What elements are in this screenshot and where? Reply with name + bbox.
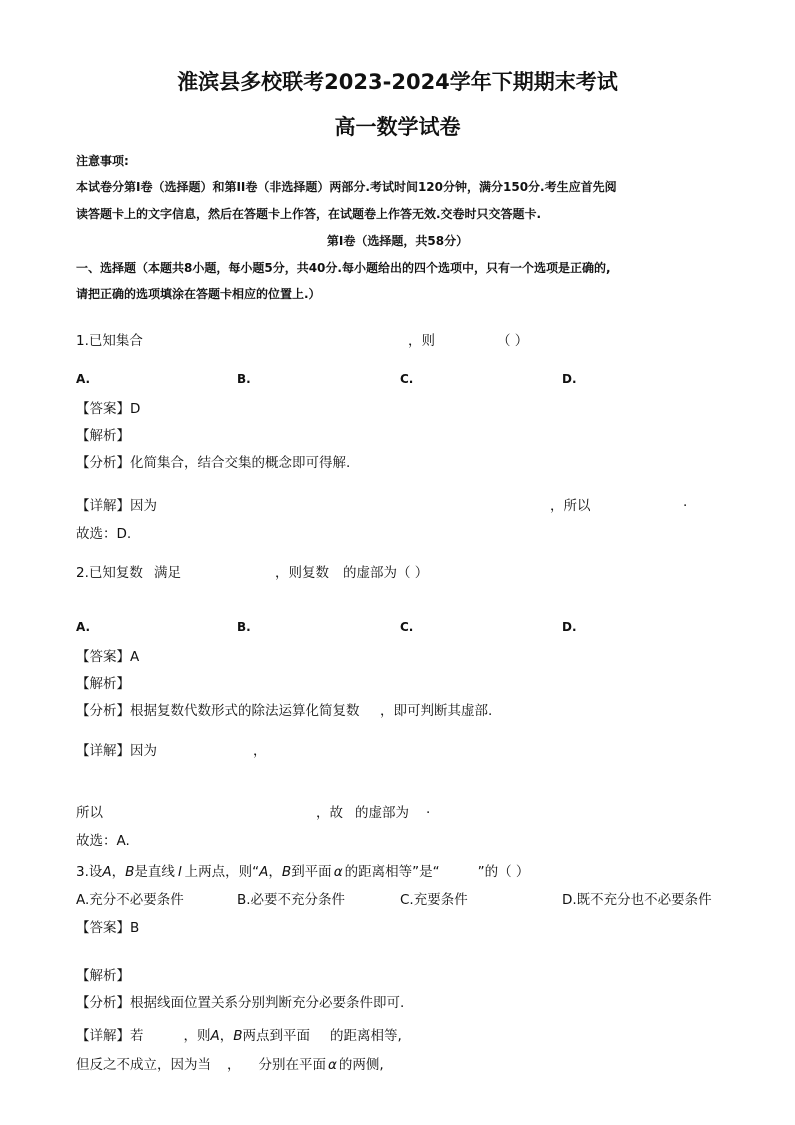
q3-analysis-label: 【解析】 — [76, 968, 130, 984]
q1-stem-then: ，则 — [408, 333, 435, 349]
section-instruction-2: 请把正确的选项填涂在答题卡相应的位置上.） — [76, 287, 321, 301]
q1-answer: 【答案】D — [76, 401, 141, 417]
q2-answer: 【答案】A — [76, 649, 140, 665]
q3-point-b-2: B — [281, 864, 292, 880]
q2-imag-part: 的虚部为 — [355, 805, 409, 821]
q3-detail-plane: 两点到平面 — [242, 1028, 311, 1044]
q3-stem-e: 的距离相等”是“ — [344, 864, 440, 880]
q3-detail-point-a: A — [210, 1028, 220, 1044]
q3-detail-if: 【详解】若 — [76, 1028, 144, 1044]
q3-comma-2: ， — [268, 864, 282, 880]
q3-plane-alpha: α — [333, 864, 343, 880]
q1-paren: （ ） — [497, 333, 529, 349]
q2-fenxi-b: ，即可判断其虚部. — [380, 703, 493, 719]
q3-stem-f: ”的（ ） — [477, 864, 530, 880]
q3-comma: ， — [111, 864, 126, 880]
q3-detail-then: ，则 — [183, 1028, 211, 1044]
q2-analysis-label: 【解析】 — [76, 676, 130, 692]
q3-stem-a: 3.设 — [76, 864, 103, 880]
q1-option-c: C. — [400, 372, 414, 386]
q3-converse-c: 分别在平面 — [258, 1057, 326, 1073]
q1-option-d: D. — [562, 372, 577, 386]
q2-so: 所以 — [76, 805, 103, 821]
q1-option-b: B. — [237, 372, 251, 386]
q3-converse-a: 但反之不成立，因为当 — [76, 1057, 211, 1073]
q2-stem-a: 2.已知复数 — [76, 565, 143, 581]
q2-option-b: B. — [237, 620, 251, 634]
q2-option-a: A. — [76, 620, 91, 634]
q3-detail-point-b: B — [233, 1028, 243, 1044]
q2-detail-because: 【详解】因为 — [76, 743, 157, 759]
q1-detail-so: ，所以 — [550, 498, 591, 514]
q1-option-a: A. — [76, 372, 91, 386]
q2-option-d: D. — [562, 620, 577, 634]
q1-stem: 1.已知集合 — [76, 333, 143, 349]
q3-converse-d: 的两侧, — [338, 1057, 384, 1073]
q3-converse-alpha: α — [328, 1057, 337, 1073]
q2-stem-c: ，则复数 — [275, 565, 329, 581]
q3-converse — [76, 1053, 384, 1073]
q2-option-c: C. — [400, 620, 414, 634]
q2-fenxi-a: 【分析】根据复数代数形式的除法运算化简复数 — [76, 703, 360, 719]
q1-detail-because: 【详解】因为 — [76, 498, 157, 514]
q1-analysis-label: 【解析】 — [76, 428, 130, 444]
notice-line-2: 读答题卡上的文字信息，然后在答题卡上作答，在试题卷上作答无效.交卷时只交答题卡. — [76, 207, 542, 221]
q2-period: . — [426, 801, 431, 817]
q2-therefore: ，故 — [316, 805, 343, 821]
notice-line-1: 本试卷分第I卷（选择题）和第II卷（非选择题）两部分.考试时间120分钟，满分150分.考生应首先阅 — [76, 180, 617, 194]
q3-option-a: A.充分不必要条件 — [76, 892, 184, 908]
q3-point-a: A — [102, 864, 112, 880]
q3-point-a-2: A — [259, 864, 269, 880]
q3-point-b: B — [125, 864, 135, 880]
section-instruction-1: 一、选择题（本题共8小题，每小题5分，共40分.每小题给出的四个选项中，只有一个选项是正确的, — [76, 261, 611, 275]
q3-line-l: l — [177, 864, 182, 880]
q2-choice: 故选：A. — [76, 833, 130, 849]
section-heading: 第I卷（选择题，共58分） — [326, 234, 469, 248]
exam-title: 淮滨县多校联考2023-2024学年下期期末考试 — [177, 70, 618, 94]
q1-fenxi: 【分析】化简集合，结合交集的概念即可得解. — [76, 455, 351, 471]
q1-detail-period: . — [683, 494, 688, 510]
q3-answer: 【答案】B — [76, 920, 140, 936]
q3-stem — [76, 860, 529, 880]
q3-option-d: D.既不充分也不必要条件 — [562, 892, 712, 908]
q2-detail-comma: ， — [253, 743, 267, 759]
q3-option-c: C.充要条件 — [400, 892, 468, 908]
q3-stem-c: 上两点，则“ — [184, 864, 260, 880]
q1-choice: 故选：D. — [76, 526, 132, 542]
q3-detail-comma: ， — [219, 1028, 234, 1044]
q3-stem-b: 是直线 — [134, 864, 175, 880]
q3-option-b: B.必要不充分条件 — [237, 892, 346, 908]
q2-stem-b: 满足 — [154, 565, 181, 581]
q3-detail — [76, 1024, 402, 1044]
q3-converse-b: ， — [227, 1057, 241, 1073]
q2-stem-d: 的虚部为（ ） — [343, 565, 429, 581]
exam-subtitle: 高一数学试卷 — [334, 115, 461, 139]
notice-heading: 注意事项: — [76, 154, 129, 168]
q3-detail-equal: 的距离相等, — [330, 1028, 402, 1044]
q3-fenxi: 【分析】根据线面位置关系分别判断充分必要条件即可. — [76, 995, 405, 1011]
q3-stem-d: 到平面 — [291, 864, 332, 880]
